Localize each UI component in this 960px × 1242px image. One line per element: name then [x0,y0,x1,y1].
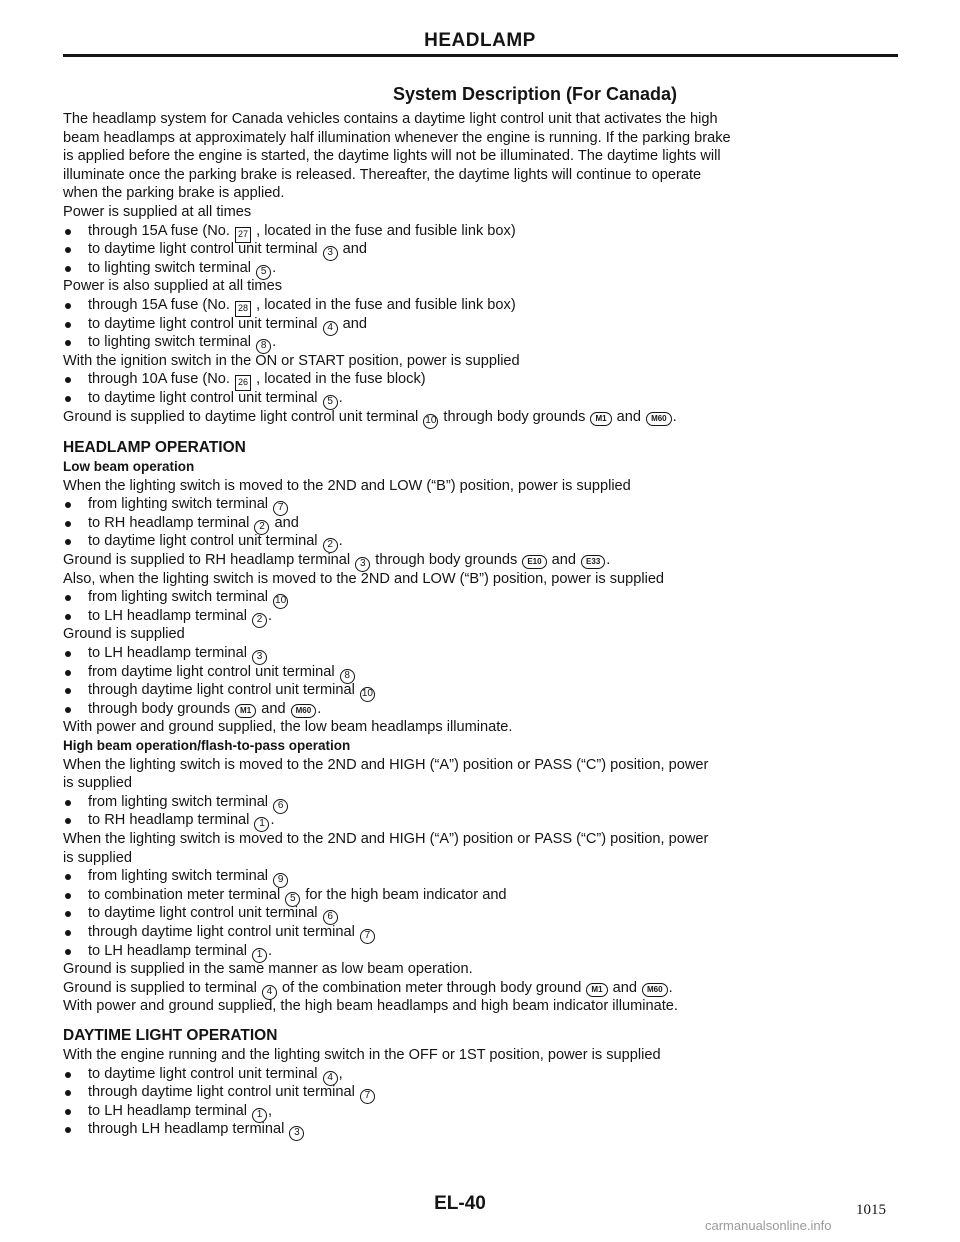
bullet-item [63,514,903,533]
text-run: Low beam operation [63,459,195,475]
terminal-number: 6 [323,910,338,925]
text-line [63,1046,903,1065]
text-line [63,570,903,589]
text-run: to RH headlamp terminal [88,812,254,829]
terminal-number: 3 [323,246,338,261]
text-run: Ground is supplied to terminal [63,979,261,996]
section-heading [63,438,903,458]
terminal-number: 4 [323,1071,338,1086]
text-run: from lighting switch terminal [88,589,273,606]
text-run: is supplied [63,849,132,866]
text-run: When the lighting switch is moved to the 2ND and HIGH (“A”) position or PASS (“C”) position, power [63,756,709,773]
bullet-item [63,923,903,942]
bullet-item [63,333,903,352]
text-run: With the ignition switch in the ON or START position, power is supplied [63,352,520,369]
bullet-item [63,1102,903,1121]
ground-symbol: E10 [522,555,546,569]
text-line [63,147,903,166]
text-run: . [272,334,277,351]
fuse-number: 28 [235,301,251,317]
text-line [63,979,903,998]
text-run: . [668,979,673,996]
terminal-number: 10 [360,687,375,702]
text-run: to daytime light control unit terminal [88,905,322,922]
text-run: With power and ground supplied, the high beam headlamps and high beam indicator illuminate. [63,998,678,1015]
text-run: Ground is supplied to RH headlamp terminal [63,552,355,569]
text-run: to LH headlamp terminal [88,942,252,959]
terminal-number: 5 [323,395,338,410]
text-run: , [338,1065,343,1082]
subsection-heading [63,458,903,477]
text-run: to daytime light control unit terminal [88,315,322,332]
text-run: for the high beam indicator and [301,886,507,903]
bullet-item [63,495,903,514]
header-rule [63,54,898,57]
text-run: to RH headlamp terminal [88,514,254,531]
fuse-number: 27 [235,227,251,243]
bullet-item [63,867,903,886]
terminal-number: 2 [252,613,267,628]
text-line [63,718,903,737]
text-line [63,960,903,979]
terminal-number: 7 [273,501,288,516]
spacer [63,1016,903,1026]
bullet-item [63,532,903,551]
bullet-item [63,1065,903,1084]
text-run: through body grounds [88,700,235,717]
text-run: through 10A fuse (No. [88,371,235,388]
terminal-number: 1 [252,1108,267,1123]
text-line [63,756,903,775]
text-run: from lighting switch terminal [88,868,273,885]
terminal-number: 4 [323,321,338,336]
text-run: High beam operation/flash-to-pass operation [63,738,351,753]
bullet-item [63,886,903,905]
text-run: to LH headlamp terminal [88,1102,252,1119]
text-run: Ground is supplied in the same manner as low beam operation. [63,961,473,978]
terminal-number: 6 [273,799,288,814]
ground-symbol: M1 [586,983,607,997]
section-title: System Description (For Canada) [392,84,678,104]
text-run: With the engine running and the lighting switch in the OFF or 1ST position, power is supplied [63,1046,661,1063]
text-run: When the lighting switch is moved to the 2ND and HIGH (“A”) position or PASS (“C”) position, power [63,830,709,847]
text-run: beam headlamps at approximately half illumination whenever the engine is running. If the parking brake [63,129,731,146]
text-line [63,477,903,496]
text-run: The headlamp system for Canada vehicles contains a daytime light control unit that activates the high [63,111,718,127]
page-code: EL-40 [434,1193,486,1214]
text-run: and [270,514,299,531]
terminal-number: 5 [256,265,271,280]
bullet-item [63,904,903,923]
terminal-number: 3 [355,557,370,572]
text-run: through daytime light control unit terminal [88,923,359,940]
text-run: to lighting switch terminal [88,334,256,351]
ground-symbol: M60 [291,704,317,718]
bullet-item [63,389,903,408]
text-line [63,625,903,644]
text-run: . [272,259,277,276]
fuse-number: 26 [235,375,251,391]
text-run: through 15A fuse (No. [88,222,235,239]
bullet-item [63,793,903,812]
text-run: . [270,812,275,829]
text-run: to LH headlamp terminal [88,645,252,662]
text-line [63,774,903,793]
text-run: HEADLAMP OPERATION [63,439,246,457]
ground-symbol: M1 [590,412,611,426]
text-line [63,129,903,148]
text-run: from lighting switch terminal [88,496,273,513]
text-run: , located in the fuse and fusible link box) [252,222,516,239]
terminal-number: 7 [360,929,375,944]
text-run: Power is also supplied at all times [63,278,283,295]
text-run: through LH headlamp terminal [88,1121,289,1138]
bullet-item [63,315,903,334]
spacer [63,426,903,438]
text-run: , located in the fuse and fusible link box) [252,296,516,313]
bullet-item [63,811,903,830]
text-run: When the lighting switch is moved to the 2ND and LOW (“B”) position, power is supplied [63,477,631,494]
bullet-item [63,644,903,663]
text-run: Ground is supplied to daytime light control unit terminal [63,408,423,425]
page-number: 1015 [856,1202,886,1218]
text-line [63,184,903,203]
text-run: through body grounds [371,552,522,569]
text-run: through daytime light control unit terminal [88,1084,359,1101]
text-run: Also, when the lighting switch is moved to the 2ND and LOW (“B”) position, power is supplied [63,570,665,587]
text-line [63,203,903,222]
terminal-number: 5 [285,892,300,907]
text-run: and [338,241,368,258]
text-run: and [612,408,646,425]
terminal-number: 4 [262,985,277,1000]
text-run: . [672,408,677,425]
subsection-heading [63,737,903,756]
text-line [63,110,903,129]
page-header-title: HEADLAMP [424,30,536,51]
body-text [63,110,903,1139]
text-run: and [257,700,290,717]
terminal-number: 8 [256,339,271,354]
bullet-item [63,663,903,682]
terminal-number: 1 [254,817,269,832]
bullet-item [63,296,903,315]
terminal-number: 3 [289,1126,304,1141]
text-line [63,408,903,427]
text-run: DAYTIME LIGHT OPERATION [63,1026,278,1044]
text-run: . [606,552,611,569]
terminal-number: 10 [273,594,288,609]
text-run: to LH headlamp terminal [88,607,252,624]
terminal-number: 1 [252,948,267,963]
bullet-item [63,240,903,259]
text-run: and [608,979,642,996]
text-line [63,551,903,570]
terminal-number: 9 [273,873,288,888]
text-run: to daytime light control unit terminal [88,241,322,258]
terminal-number: 2 [254,520,269,535]
bullet-item [63,259,903,278]
bullet-item [63,588,903,607]
text-run: from daytime light control unit terminal [88,663,339,680]
text-run: to lighting switch terminal [88,259,256,276]
text-run: . [338,533,343,550]
text-run: of the combination meter through body ground [277,979,586,996]
bullet-item [63,222,903,241]
bullet-item [63,700,903,719]
text-run: through body grounds [439,408,590,425]
bullet-item [63,681,903,700]
bullet-item [63,942,903,961]
text-run: when the parking brake is applied. [63,185,285,202]
ground-symbol: E33 [581,555,605,569]
text-run: . [317,700,322,717]
ground-symbol: M60 [642,983,668,997]
text-run: is applied before the engine is started, the daytime lights will not be illuminated. The daytime lights will [63,148,721,165]
bullet-item [63,607,903,626]
bullet-item [63,1083,903,1102]
text-line [63,830,903,849]
text-line [63,849,903,868]
text-run: is supplied [63,775,132,792]
text-line [63,352,903,371]
text-run: , [268,1102,273,1119]
text-run: . [338,389,343,406]
terminal-number: 8 [340,669,355,684]
ground-symbol: M1 [235,704,256,718]
terminal-number: 3 [252,650,267,665]
text-run: to daytime light control unit terminal [88,389,322,406]
text-run: through 15A fuse (No. [88,296,235,313]
watermark-text: carmanualsonline.info [705,1218,832,1233]
text-run: illuminate once the parking brake is released. Thereafter, the daytime lights will continue to operate [63,166,702,183]
text-run: Power is supplied at all times [63,203,252,220]
text-run: Ground is supplied [63,626,185,643]
text-run: . [268,942,273,959]
text-run: to combination meter terminal [88,886,285,903]
ground-symbol: M60 [646,412,672,426]
text-run: and [338,315,368,332]
terminal-number: 2 [323,538,338,553]
terminal-number: 10 [423,414,438,429]
text-run: and [547,552,581,569]
text-run: With power and ground supplied, the low beam headlamps illuminate. [63,719,513,736]
bullet-item [63,370,903,389]
text-run: . [268,607,273,624]
text-run: through daytime light control unit terminal [88,682,359,699]
section-heading [63,1026,903,1046]
text-run: from lighting switch terminal [88,793,273,810]
bullet-item [63,1120,903,1139]
text-run: to daytime light control unit terminal [88,1065,322,1082]
text-run: to daytime light control unit terminal [88,533,322,550]
text-line [63,166,903,185]
text-run: , located in the fuse block) [252,371,426,388]
text-line [63,277,903,296]
terminal-number: 7 [360,1089,375,1104]
text-line [63,997,903,1016]
